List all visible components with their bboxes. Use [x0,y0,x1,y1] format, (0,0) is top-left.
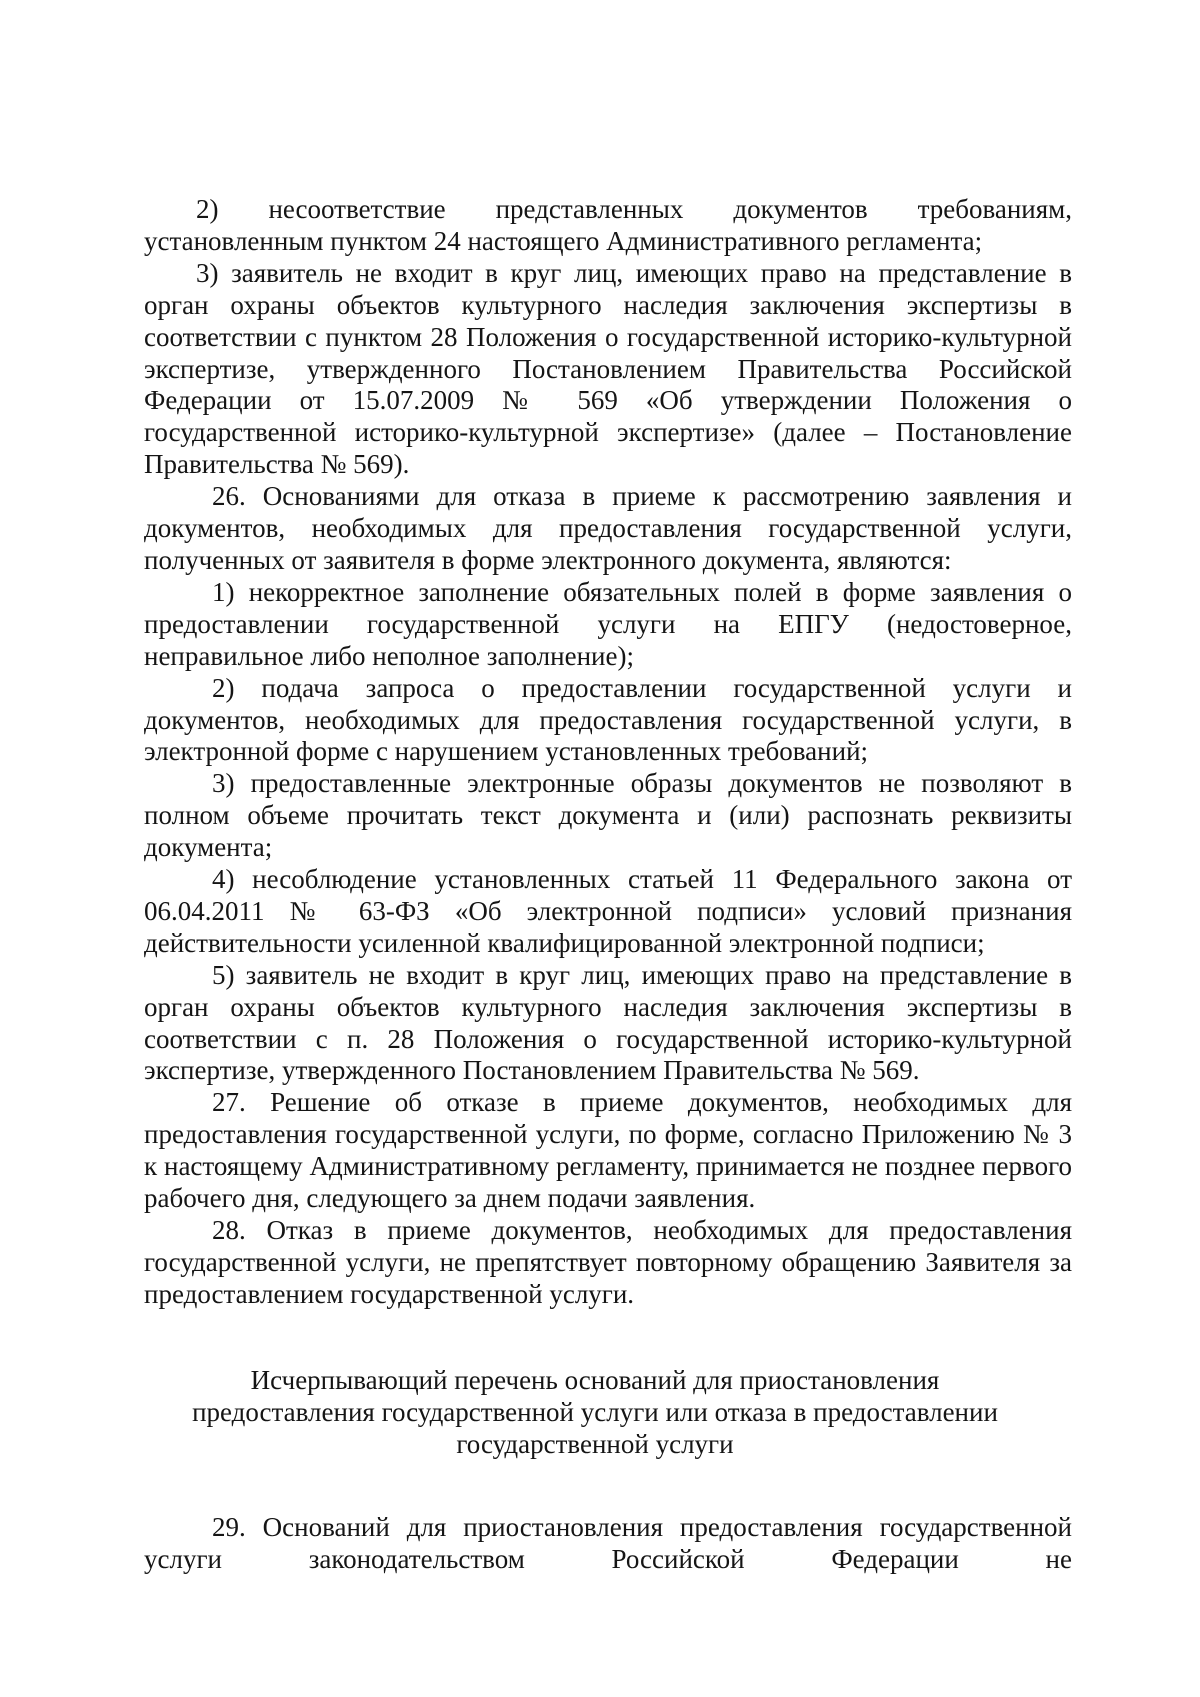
section-heading [188,1365,1002,1461]
paragraph-27: 27. Решение об отказе в приеме документов, необходимых для предоставления государственной услуги, по форме, согласно Приложению № 3 к настоящему Административному регламенту, принимается не позднее первого рабочего дня, следующего за днем подачи заявления. [144,1087,1072,1214]
section-heading-line-2: предоставления государственной услуги или отказа в предоставлении [192,1396,998,1427]
section-heading-line-3: государственной услуги [456,1428,734,1459]
paragraph-26: 26. Основаниями для отказа в приеме к рассмотрению заявления и документов, необходимых для предоставления государственной услуги, полученных от заявителя в форме электронного документа, являются: [144,481,1072,575]
paragraph-29: 29. Оснований для приостановления предоставления государственной услуги законодательством Российской Федерации не [144,1512,1072,1575]
paragraph-26-item-4: 4) несоблюдение установленных статьей 11 Федерального закона от 06.04.2011 № 63-ФЗ «Об электронной подписи» условий признания действительности усиленной квалифицированной электронной подписи; [144,864,1072,958]
paragraph-26-item-5: 5) заявитель не входит в круг лиц, имеющих право на представление в орган охраны объектов культурного наследия заключения экспертизы в соответствии с п. 28 Положения о государственной историко-культурной экспертизе, утвержденного Постановлением Правительства № 569. [144,959,1072,1086]
paragraph-26-item-1: 1) некорректное заполнение обязательных полей в форме заявления о предоставлении государственной услуги на ЕПГУ (недостоверное, неправильное либо неполное заполнение); [144,576,1072,671]
paragraph-26-item-2: 2) подача запроса о предоставлении государственной услуги и документов, необходимых для предоставления государственной услуги, в электронной форме с нарушением установленных требований; [144,672,1072,767]
paragraph-item-2: 2) несоответствие представленных документов требованиям, установленным пунктом 24 настоящего Административного регламента; [144,194,1072,256]
section-heading-line-1: Исчерпывающий перечень оснований для приостановления [250,1364,940,1395]
paragraph-item-3: 3) заявитель не входит в круг лиц, имеющих право на представление в орган охраны объектов культурного наследия заключения экспертизы в соответствии с пунктом 28 Положения о государственной историко-культурной экспертизе, утвержденного Постановлением Правительства Российской Федерации от 15.07.2009 № 569 «Об утверждении Положения о государственной историко-культурной экспертизе» (далее – Постановление Правительства № 569). [144,257,1072,480]
paragraph-28: 28. Отказ в приеме документов, необходимых для предоставления государственной услуги, не препятствует повторному обращению Заявителя за предоставлением государственной услуги. [144,1215,1072,1309]
paragraph-26-item-3: 3) предоставленные электронные образы документов не позволяют в полном объеме прочитать текст документа и (или) распознать реквизиты документа; [144,768,1072,863]
